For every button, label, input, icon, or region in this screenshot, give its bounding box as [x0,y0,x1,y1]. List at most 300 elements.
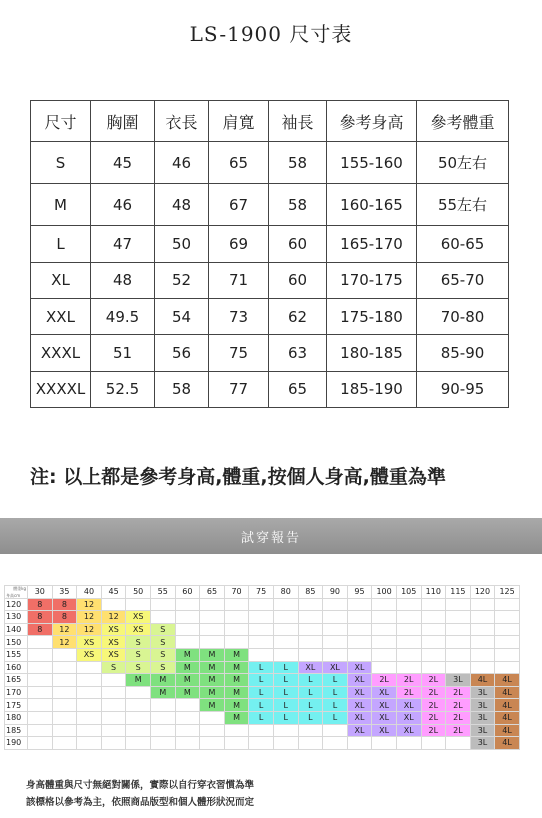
fit-empty-cell [446,611,471,624]
weight-tick-label: 125 [495,586,520,599]
fit-chart-row [5,674,520,687]
size-table-row [31,142,509,184]
fit-size-cell: 12 [101,611,126,624]
fit-empty-cell [372,611,397,624]
fit-size-cell: XS [126,623,151,636]
weight-tick-label: 105 [396,586,421,599]
fit-size-cell: 4L [470,674,495,687]
fit-empty-cell [150,598,175,611]
size-table-row [31,371,509,407]
fit-size-cell: 3L [470,711,495,724]
fit-size-cell: XL [372,711,397,724]
page-title: LS-1900 尺寸表 [189,22,353,46]
fit-chart-row [5,598,520,611]
fit-size-cell: 2L [372,674,397,687]
size-table-cell: 46 [91,184,155,226]
fit-empty-cell [77,699,102,712]
fit-empty-cell [470,611,495,624]
fit-size-cell: M [224,699,249,712]
fit-empty-cell [249,623,274,636]
fit-empty-cell [446,623,471,636]
fit-size-cell: XL [298,661,323,674]
height-tick-label: 120 [5,598,28,611]
fit-size-cell: M [224,648,249,661]
fit-empty-cell [372,737,397,750]
fit-empty-cell [150,611,175,624]
fit-size-cell: S [150,661,175,674]
fit-size-cell: XS [101,636,126,649]
fit-empty-cell [28,686,53,699]
fit-empty-cell [249,598,274,611]
fit-empty-cell [347,598,372,611]
size-table-cell: S [31,142,91,184]
fit-size-cell: XL [347,724,372,737]
fit-chart-row [5,699,520,712]
fit-size-cell: 2L [421,711,446,724]
size-table-header-cell: 衣長 [155,101,209,142]
fit-empty-cell [273,623,298,636]
fit-size-cell: 12 [77,611,102,624]
fit-empty-cell [175,724,200,737]
fit-empty-cell [249,648,274,661]
weight-tick-label: 75 [249,586,274,599]
fit-empty-cell [101,724,126,737]
size-table-cell: 67 [209,184,269,226]
fit-empty-cell [175,636,200,649]
fit-empty-cell [200,636,225,649]
fit-empty-cell [396,611,421,624]
fit-empty-cell [495,598,520,611]
fit-size-cell: S [150,648,175,661]
fit-empty-cell [323,611,348,624]
fit-empty-cell [396,598,421,611]
fit-chart-row [5,686,520,699]
fit-size-cell: 2L [421,686,446,699]
size-table-row [31,262,509,298]
fit-size-cell: XL [372,699,397,712]
fit-empty-cell [28,737,53,750]
height-tick-label: 180 [5,711,28,724]
fit-empty-cell [249,636,274,649]
fit-size-cell: L [273,661,298,674]
fit-empty-cell [126,598,151,611]
fit-empty-cell [470,598,495,611]
fit-empty-cell [323,598,348,611]
fit-empty-cell [396,661,421,674]
fit-size-cell: M [175,648,200,661]
fit-empty-cell [52,686,77,699]
fit-empty-cell [175,598,200,611]
fit-empty-cell [126,699,151,712]
fit-empty-cell [446,648,471,661]
fit-empty-cell [298,737,323,750]
size-table-cell: 54 [155,298,209,334]
weight-tick-label: 65 [200,586,225,599]
fit-empty-cell [323,737,348,750]
size-table-cell: 185-190 [327,371,417,407]
fit-chart-row [5,648,520,661]
fit-empty-cell [323,648,348,661]
size-table-cell: 46 [155,142,209,184]
fit-size-cell: 3L [470,724,495,737]
fit-size-cell: S [150,623,175,636]
fit-chart-row [5,611,520,624]
fit-empty-cell [126,737,151,750]
fit-size-cell: 2L [446,711,471,724]
fit-size-cell: L [298,711,323,724]
fit-size-cell: 8 [28,598,53,611]
fit-size-cell: S [150,636,175,649]
weight-tick-label: 120 [470,586,495,599]
fit-size-cell: M [175,661,200,674]
fit-empty-cell [101,699,126,712]
fit-empty-cell [298,724,323,737]
fit-empty-cell [101,674,126,687]
fit-size-cell: 2L [421,674,446,687]
fit-empty-cell [273,598,298,611]
size-table-cell: 63 [269,335,327,371]
fit-size-cell: 8 [28,611,53,624]
fit-empty-cell [150,699,175,712]
fit-empty-cell [28,636,53,649]
fit-size-cell: 2L [446,686,471,699]
fit-chart-row [5,724,520,737]
fit-empty-cell [396,737,421,750]
fit-empty-cell [372,661,397,674]
footer-line-1: 身高體重與尺寸無絕對關係，實際以自行穿衣習慣為準 [26,780,255,791]
fit-empty-cell [200,623,225,636]
fit-size-cell: XS [77,636,102,649]
size-table-cell: XXXL [31,335,91,371]
fit-size-cell: L [298,674,323,687]
fit-empty-cell [28,699,53,712]
fit-empty-cell [495,661,520,674]
fit-empty-cell [323,636,348,649]
fit-empty-cell [77,724,102,737]
fit-empty-cell [101,598,126,611]
size-table-cell: XL [31,262,91,298]
fit-empty-cell [421,737,446,750]
weight-tick-label: 80 [273,586,298,599]
fit-empty-cell [224,598,249,611]
fit-empty-cell [273,737,298,750]
fit-size-cell: L [249,686,274,699]
size-table-cell: 60 [269,262,327,298]
height-tick-label: 165 [5,674,28,687]
size-table-cell: 175-180 [327,298,417,334]
fit-empty-cell [273,611,298,624]
fit-size-cell: 12 [77,598,102,611]
size-table-cell: 58 [269,184,327,226]
size-table-header-cell: 肩寬 [209,101,269,142]
fit-empty-cell [323,724,348,737]
size-table-row [31,298,509,334]
size-table-cell: 50左右 [417,142,509,184]
weight-tick-label: 45 [101,586,126,599]
height-tick-label: 140 [5,623,28,636]
fit-empty-cell [446,661,471,674]
size-table-cell: 60 [269,226,327,262]
fit-empty-cell [421,661,446,674]
fit-empty-cell [28,648,53,661]
weight-tick-label: 50 [126,586,151,599]
fit-empty-cell [495,636,520,649]
size-table-cell: 58 [269,142,327,184]
fit-size-cell: XL [396,711,421,724]
fit-size-cell: L [249,711,274,724]
weight-tick-label: 60 [175,586,200,599]
fit-size-cell: 8 [52,598,77,611]
fit-empty-cell [298,611,323,624]
fit-size-cell: L [273,686,298,699]
size-table-row [31,335,509,371]
size-table-header-cell: 參考身高 [327,101,417,142]
fit-size-cell: 3L [470,737,495,750]
fit-empty-cell [52,674,77,687]
fit-size-cell: 2L [421,699,446,712]
fit-chart-row [5,623,520,636]
fit-empty-cell [347,636,372,649]
fit-chart-row [5,737,520,750]
fit-empty-cell [298,598,323,611]
fit-size-cell: S [101,661,126,674]
fit-size-cell: XL [372,686,397,699]
fit-size-cell: M [224,711,249,724]
fit-empty-cell [224,724,249,737]
size-table-cell: 160-165 [327,184,417,226]
weight-tick-label: 85 [298,586,323,599]
fit-empty-cell [298,636,323,649]
fit-empty-cell [150,737,175,750]
fit-empty-cell [52,737,77,750]
height-tick-label: 150 [5,636,28,649]
size-table-cell: 48 [91,262,155,298]
fit-size-cell: M [150,674,175,687]
size-table-cell: 75 [209,335,269,371]
fit-empty-cell [446,737,471,750]
fit-empty-cell [273,648,298,661]
fit-size-cell: 8 [52,611,77,624]
fit-size-cell: L [323,711,348,724]
fit-size-cell: 12 [52,636,77,649]
fit-empty-cell [126,724,151,737]
weight-tick-label: 55 [150,586,175,599]
fit-size-cell: M [175,674,200,687]
fit-size-cell: L [298,686,323,699]
fit-size-cell: M [200,699,225,712]
fit-empty-cell [470,648,495,661]
fit-empty-cell [52,648,77,661]
fit-empty-cell [421,598,446,611]
height-tick-label: 160 [5,661,28,674]
height-tick-label: 190 [5,737,28,750]
fit-size-cell: 4L [495,699,520,712]
fit-size-cell: XS [101,623,126,636]
fit-size-cell: 2L [396,686,421,699]
fit-empty-cell [77,661,102,674]
weight-tick-label: 35 [52,586,77,599]
fit-empty-cell [298,623,323,636]
fit-empty-cell [175,623,200,636]
weight-tick-label: 100 [372,586,397,599]
fit-empty-cell [175,737,200,750]
size-table-header-cell: 胸圍 [91,101,155,142]
fit-empty-cell [126,686,151,699]
fit-size-cell: L [323,699,348,712]
weight-tick-label: 115 [446,586,471,599]
fit-size-cell: L [323,686,348,699]
size-table-header-cell: 參考體重 [417,101,509,142]
fit-size-cell: XL [347,674,372,687]
fit-empty-cell [52,711,77,724]
size-table-cell: 165-170 [327,226,417,262]
fit-empty-cell [396,648,421,661]
height-tick-label: 130 [5,611,28,624]
fit-empty-cell [470,636,495,649]
fit-empty-cell [28,724,53,737]
fit-empty-cell [273,636,298,649]
fit-size-cell: L [273,699,298,712]
fit-size-cell: 4L [495,724,520,737]
fit-empty-cell [224,623,249,636]
fit-size-cell: M [200,686,225,699]
fit-size-cell: 4L [495,674,520,687]
fit-empty-cell [77,737,102,750]
size-note: 注: 以上都是參考身高,體重,按個人身高,體重為準 [30,466,446,488]
fit-size-cell: 2L [446,724,471,737]
fit-empty-cell [28,711,53,724]
size-table-cell: 51 [91,335,155,371]
corner-height-label: 身高cm [6,592,21,598]
fit-size-cell: 2L [396,674,421,687]
size-table-cell: L [31,226,91,262]
size-table-cell: 45 [91,142,155,184]
size-table-cell: 73 [209,298,269,334]
size-table-cell: 65 [269,371,327,407]
fit-empty-cell [200,598,225,611]
size-table-cell: 77 [209,371,269,407]
fit-size-cell: 8 [28,623,53,636]
fit-size-cell: 4L [495,686,520,699]
fit-empty-cell [224,636,249,649]
fit-empty-cell [52,699,77,712]
fit-empty-cell [175,611,200,624]
fit-size-cell: XL [396,699,421,712]
height-tick-label: 170 [5,686,28,699]
size-table-cell: 56 [155,335,209,371]
fit-size-cell: XL [347,699,372,712]
size-table-cell: 49.5 [91,298,155,334]
fit-empty-cell [200,724,225,737]
weight-tick-label: 70 [224,586,249,599]
size-table-cell: 170-175 [327,262,417,298]
fit-size-cell: XL [347,661,372,674]
fit-empty-cell [28,661,53,674]
fit-empty-cell [126,711,151,724]
fit-size-cell: 12 [52,623,77,636]
weight-tick-label: 95 [347,586,372,599]
size-table-cell: 180-185 [327,335,417,371]
fit-empty-cell [347,611,372,624]
size-table-cell: 48 [155,184,209,226]
fit-empty-cell [421,623,446,636]
fit-chart-row [5,661,520,674]
weight-tick-label: 110 [421,586,446,599]
fit-empty-cell [224,611,249,624]
fit-empty-cell [470,623,495,636]
fit-empty-cell [175,711,200,724]
size-table-cell: 62 [269,298,327,334]
fit-size-cell: L [298,699,323,712]
size-table-header [31,101,509,142]
fit-empty-cell [101,737,126,750]
fit-size-cell: XL [372,724,397,737]
height-tick-label: 175 [5,699,28,712]
fit-empty-cell [372,636,397,649]
fit-empty-cell [175,699,200,712]
fit-empty-cell [200,711,225,724]
fit-size-cell: XL [347,711,372,724]
fit-empty-cell [52,724,77,737]
fit-size-cell: M [200,661,225,674]
fit-size-cell: 4L [495,711,520,724]
fit-empty-cell [101,711,126,724]
size-table-cell: 65-70 [417,262,509,298]
fit-size-cell: L [273,674,298,687]
size-table-cell: 155-160 [327,142,417,184]
fit-size-cell: L [249,699,274,712]
fit-empty-cell [298,648,323,661]
fit-empty-cell [249,724,274,737]
size-table-row [31,184,509,226]
fit-size-cell: M [224,661,249,674]
fit-empty-cell [249,611,274,624]
fit-empty-cell [495,611,520,624]
fit-empty-cell [495,648,520,661]
fit-size-cell: M [126,674,151,687]
fit-empty-cell [28,674,53,687]
size-table-header-cell: 袖長 [269,101,327,142]
height-tick-label: 155 [5,648,28,661]
fit-size-cell: XS [126,611,151,624]
size-table-cell: 55左右 [417,184,509,226]
size-table-cell: 60-65 [417,226,509,262]
size-table-cell: 52.5 [91,371,155,407]
fit-size-cell: L [249,661,274,674]
fit-size-cell: XS [101,648,126,661]
fit-size-cell: XL [323,661,348,674]
size-table-cell: 85-90 [417,335,509,371]
height-tick-label: 185 [5,724,28,737]
fit-empty-cell [323,623,348,636]
size-table [30,100,509,408]
size-table-cell: 58 [155,371,209,407]
fit-size-cell: XL [396,724,421,737]
fit-empty-cell [273,724,298,737]
fit-size-cell: 4L [495,737,520,750]
fit-empty-cell [421,636,446,649]
size-table-cell: 70-80 [417,298,509,334]
fit-chart-corner [5,586,28,599]
fit-size-cell: 12 [77,623,102,636]
fit-empty-cell [495,623,520,636]
fit-empty-cell [224,737,249,750]
fit-size-cell: M [224,686,249,699]
fit-chart-row [5,636,520,649]
fit-size-cell: 2L [446,699,471,712]
fit-size-cell: S [126,636,151,649]
fit-size-cell: M [224,674,249,687]
